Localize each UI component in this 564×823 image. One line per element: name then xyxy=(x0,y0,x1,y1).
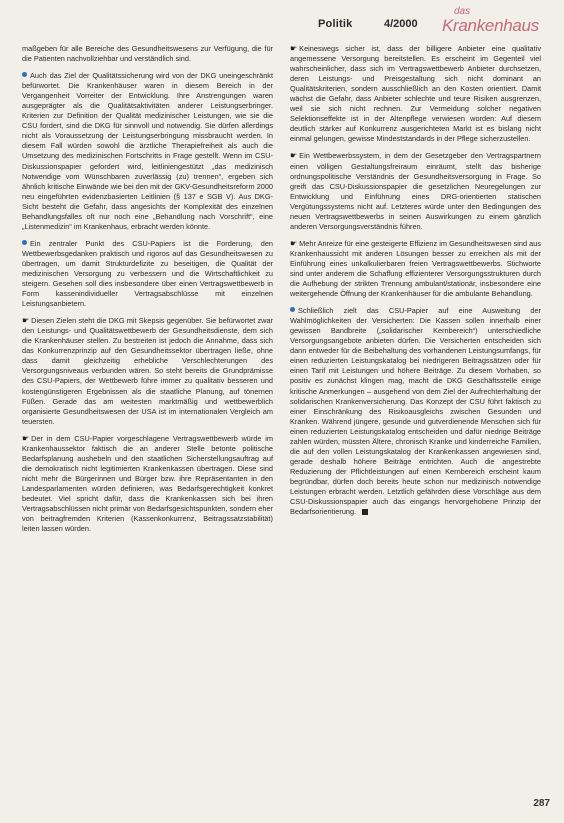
paragraph-text: Der in dem CSU-Papier vorgeschlagene Vertragswettbewerb würde im Krankenhaussektor faktisch die an anderer Stelle betonte politische Bedarfsplanung aushebeln und den staatlichen Sicherstellungsauftrag auf die demokratisch nicht legitimierten Krankenkassen übertragen. Diese sind nicht mehr die Bürgerinnen und Bürger bzw. ihre Repräsentanten in den Landesparlamenten würden definieren, was Bedarfsgerechtigkeit konkret bedeutet. Viel spricht dafür, dass die Krankenkassen sich bei ihren Vertragsabschlüssen nicht primär von Bedarfsgesichtspunkten, sondern eher von beitragfremden Kriterien (Kassenkonkurrenz, Beitragssatzstabilität) leiten lassen würden. xyxy=(22,433,273,534)
arrow-bullet-icon: ☛ xyxy=(22,433,30,443)
right-column xyxy=(290,44,541,524)
arrow-bullet-icon: ☛ xyxy=(290,44,298,53)
logo-main-text: Krankenhaus xyxy=(442,16,539,35)
paragraph xyxy=(290,306,541,517)
paragraph xyxy=(290,44,541,144)
paragraph-text: Schließlich zielt das CSU-Papier auf eine Ausweitung der Wahlmöglichkeiten der Versicherten: Die Kassen sollen innerhalb einer gewissen Bandbreite („solidarischer Kernbereich“) unterschiedliche Versorgungsangebote anbieten dürfen. Die Versicherten entscheiden sich dann entweder für die Beibehaltung des vorhandenen Leistungsumfangs, für einen reduzierten Leistungskatalog bei niedrigeren Beitragssätzen oder für einen Tarif mit Leistungen und höhere Beiträge. Zu diesem Vorhaben, so positiv es zunächst klingen mag, macht die DKG Geschäftsstelle einige kritische Anmerkungen – ausgehend von dem Ziel der Aufrechterhaltung der solidarischen Krankenversicherung. Das Konzept der CSU führt faktisch zu einer Einschränkung des Risikoausgleichs zwischen Gesunden und Kranken. Während jüngere, gesunde und gutverdienende Menschen sich für einen reduzierten Leistungskatalog entscheiden und dafür niedrige Beiträge zahlen würden, müssten Ältere, chronisch Kranke und kinderreiche Familien, die auf den vollen Leistungskatalog der Krankenkassen angewiesen sind, gerade deshalb höhere Beiträge entrichten. Auch die angestrebte Reduzierung der Pflichtleistungen auf einen Kernbereich erscheint kaum begründbar, dürfen doch bereits heute schon nur medizinisch notwendige Leistungen erbracht werden. Letztlich gefährden diese Vorschläge aus dem CSU-Diskussionspapier auch das eingangs hervorgehobene Prinzip der Bedarfsorientierung. xyxy=(290,306,541,517)
paragraph xyxy=(290,239,541,299)
paragraph xyxy=(22,239,273,309)
section-label: Politik xyxy=(318,18,353,30)
logo-small-text: das xyxy=(454,6,471,17)
paragraph xyxy=(22,316,273,427)
paragraph xyxy=(290,151,541,231)
arrow-bullet-icon: ☛ xyxy=(290,151,298,161)
bullet-dot-icon xyxy=(290,307,295,312)
page-header xyxy=(312,6,552,38)
paragraph-text: Mehr Anreize für eine gesteigerte Effizienz im Gesundheitswesen sind aus Krankenhaussicht mit anderen Lösungen besser zu erreichen als mit der Einführung eines unkalkulierbaren freien Vertragswettbewerbs. Stichworte sind unter anderem die Schaffung effizienterer Versorgungsstrukturen durch die Aufhebung der strikten Trennung ambulant/stationär, insbesondere eine weitergehende Öffnung der Krankenhäuser für die ambulante Behandlung. xyxy=(290,238,541,299)
bullet-dot-icon xyxy=(22,72,27,77)
paragraph xyxy=(22,71,273,232)
paragraph-text: maßgeben für alle Bereiche des Gesundheitswesens zur Verfügung, die für die Patienten nachvollziehbar und verständlich sind. xyxy=(22,44,273,64)
paragraph-text: Keineswegs sicher ist, dass der billigere Anbieter eine qualitativ angemessene Versorgung bereitstellen. Es erscheint im Gegenteil viel wahrscheinlicher, dass sich im Vertragswettbewerb Anbieter durchsetzen, deren Leistungs- und Preisgestaltung sich nicht dominant an Qualitätskriterien, sondern ausschließlich an den Kosten orientiert. Damit wächst die Gefahr, dass Anbieter schlechte und teure Risiken ausgrenzen, weil sie sich nicht rechnen. Zur Vermeidung solcher negativen Selektionseffekte ist in der Altenpflege verwiesen worden: Auf diesem deutlich stärker auf Konkurrenz ausgerichteten Markt ist es bislang nicht einmal gelungen, gewisse Mindeststandards in der Pflege sicherzustellen. xyxy=(290,44,541,144)
arrow-bullet-icon: ☛ xyxy=(290,238,298,248)
issue-number: 4/2000 xyxy=(384,18,418,30)
paragraph xyxy=(22,44,273,64)
paragraph-text: Diesen Zielen steht die DKG mit Skepsis gegenüber. Sie befürwortet zwar den Leistungs- und Qualitätswettbewerb der Gesundheitsdienste, dem sich die Krankenhäuser stellen. Zu bestreiten ist jedoch die Annahme, dass sich das Konkurrenzprinzip auf den Gesundheitssektor übertragen ließe, ohne dass damit gleichzeitig erhebliche Verschlechterungen des Versorgungsniveaus verbunden wären. So steht bereits die Grundprämisse des CSU-Papiers, der Wettbewerb führe immer zu qualitativ besseren und kostengünstigeren Ergebnissen als die staatliche Planung, auf tönernen Füßen. Gerade das am weitesten marktmäßig und wettbewerblich organisierte Gesundheitswesen der USA ist im internationalen Vergleich am teuersten. xyxy=(22,316,273,426)
paragraph-text: Ein Wettbewerbssystem, in dem der Gesetzgeber den Vertragspartnern einen völligen Gestaltungsfreiraum einräumt, stellt das bisherige ordnungspolitische Verständnis der Gesundheitsversorgung in Frage. So greift das CSU-Diskussionspapier die gesetzlichen Neuregelungen zur Entwicklung und Einführung eines DRG-orientierten statischen Vergütungssystems nicht auf. Letzteres würde unter den Bedingungen des neuen Vertragswettbewerbs in seinen Auswirkungen zu einem gänzlich anderen Versorgungsverständnis führen. xyxy=(290,151,541,231)
end-of-article-icon xyxy=(362,509,368,515)
paragraph xyxy=(22,434,273,534)
page-number: 287 xyxy=(533,798,550,809)
paragraph-text: Ein zentraler Punkt des CSU-Papiers ist die Forderung, den Wettbewerbsgedanken praktisch und rigoros auf das Gesundheitswesen zu übertragen, um damit Strukturdefizite zu beseitigen, die Qualität der medizinischen Versorgung zu verbessern und die Wirtschaftlichkeit zu steigern. Gesehen soll dies insbesondere über einen Vertragswettbewerb in Form kassenindividueller Vertragsabschlüsse mit einzelnen Leistungsanbietern. xyxy=(22,238,273,309)
arrow-bullet-icon: ☛ xyxy=(22,316,30,326)
magazine-logo xyxy=(442,6,552,40)
bullet-dot-icon xyxy=(22,240,27,245)
left-column xyxy=(22,44,273,541)
paragraph-text: Auch das Ziel der Qualitätssicherung wird von der DKG uneingeschränkt befürwortet. Die Krankenhäuser waren in diesem Bereich in der Vergangenheit Vorreiter der Entwicklung. Ihre Anstrengungen waren ausgeprägter als die Qualitätsaktivitäten anderer Leistungserbringer. Kriterien zur Definition der Qualität medizinischer Leistungen, wie sie die CSU fordert, sind die DKG für sinnvoll und notwendig. Sie dürfen allerdings nicht als Voraussetzung der Leistungserbringung missbraucht werden. In diesem Fall würden sowohl die ärztliche Therapiefreiheit als auch die Umsetzung des medizinischen Fortschritts in Frage gestellt. Wenn im CSU-Diskussionspapier gefordert wird, leitliniengestützt „das medizinisch Notwendige vom Wünschbaren zuverlässig (zu) trennen“, ergeben sich ähnlich kritische Einwände wie bei den mit der GKV-Gesundheitsreform 2000 neu eingeführten evidenzbasierten Leitlinien (§ 137 e SGB V). Aus DKG-Sicht besteht die Gefahr, dass angesichts der Komplexität des einzelnen Behandlungsfalles oft nur noch eine „Behandlung nach Vorschrift“, eine „Listenmedizin“ im Krankenhaus, erbracht werden könnte. xyxy=(22,71,273,231)
